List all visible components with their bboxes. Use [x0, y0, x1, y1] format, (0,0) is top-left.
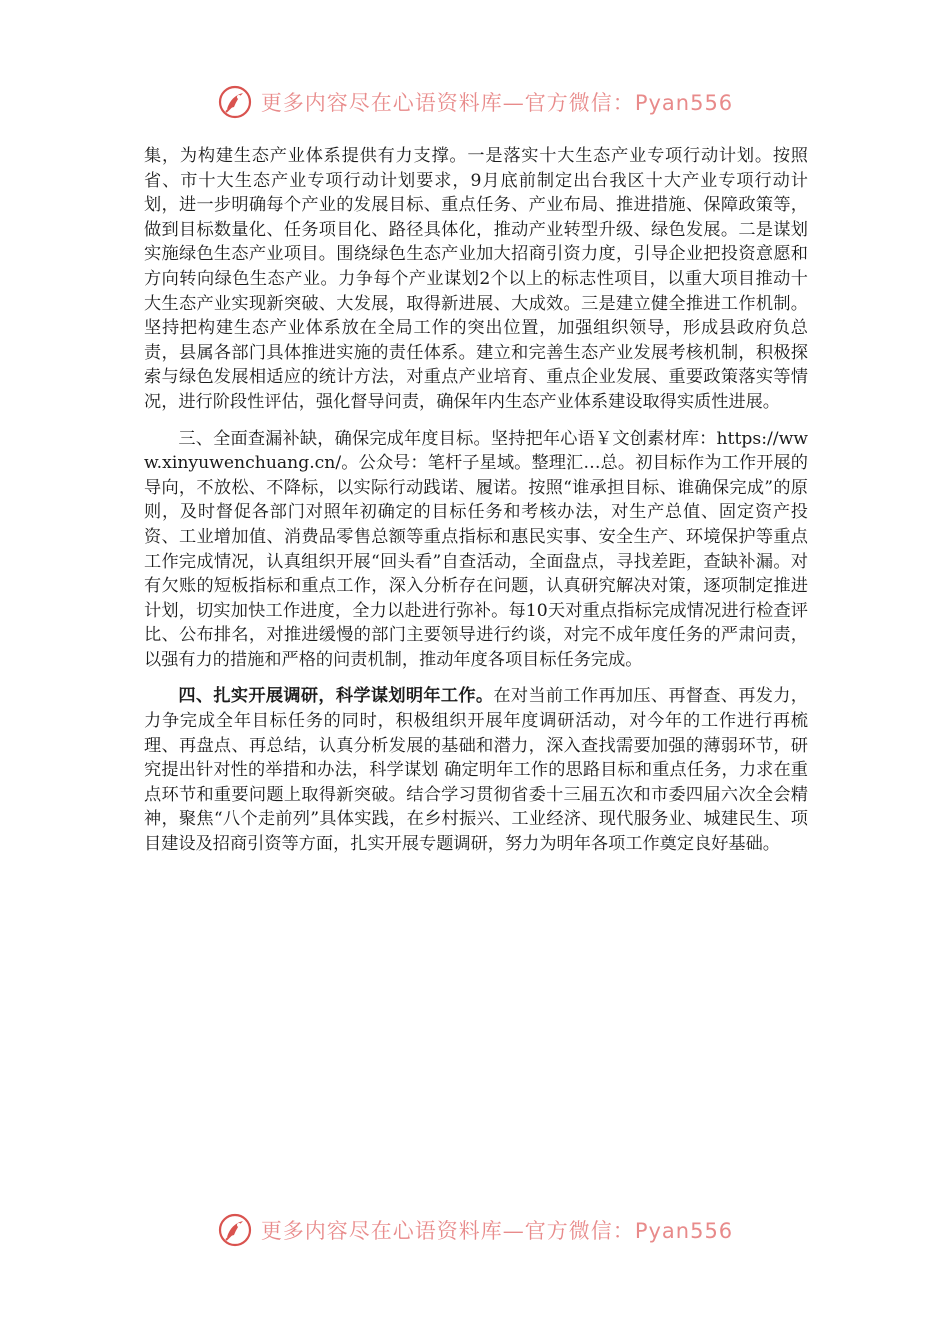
- watermark-label: 更多内容尽在心语资料库—官方微信：: [260, 91, 635, 115]
- paragraph-3-heading: 四、扎实开展调研，科学谋划明年工作。: [178, 686, 494, 707]
- paragraph-3-text: 在对当前工作再加压、再督查、再发力，力争完成全年目标任务的同时，积极组织开展年度调研活动，对今年的工作进行再梳理、再盘点、再总结，认真分析发展的基础和潜力，深入查找需要加强的薄弱环节，研究提出针对性的举措和办法，科学谋划 确定明年工作的思路目标和重点任务，力求在重点环节和重要问题上取得新突破。结合学习贯彻省委十三届五次和市委四届六次全会精神，聚焦“八个走前列”具体实践，在乡村振兴、工业经济、现代服务业、城建民生、项目建设及招商引资等方面，扎实开展专题调研，努力为明年各项工作奠定良好基础。: [144, 686, 808, 855]
- paragraph-1: [144, 144, 808, 415]
- document-body: [144, 144, 808, 869]
- watermark-label: 更多内容尽在心语资料库—官方微信：: [260, 1219, 635, 1243]
- paragraph-3: [144, 684, 808, 856]
- watermark-footer: [0, 1210, 950, 1250]
- watermark-text: [261, 1215, 733, 1245]
- pen-logo-icon: [217, 1212, 253, 1248]
- watermark-header: [0, 82, 950, 122]
- paragraph-2: [144, 427, 808, 673]
- paragraph-1-text: 集，为构建生态产业体系提供有力支撑。一是落实十大生态产业专项行动计划。按照省、市十大生态产业专项行动计划要求，9月底前制定出台我区十大产业专项行动计划，进一步明确每个产业的发展目标、重点任务、产业布局、推进措施、保障政策等，做到目标数量化、任务项目化、路径具体化，推动产业转型升级、绿色发展。二是谋划实施绿色生态产业项目。围绕绿色生态产业加大招商引资力度，引导企业把投资意愿和方向转向绿色生态产业。力争每个产业谋划2个以上的标志性项目，以重大项目推动十大生态产业实现新突破、大发展，取得新进展、大成效。三是建立健全推进工作机制。坚持把构建生态产业体系放在全局工作的突出位置，加强组织领导，形成县政府负总责，县属各部门具体推进实施的责任体系。建立和完善生态产业发展考核机制，积极探索与绿色发展相适应的统计方法，对重点产业培育、重点企业发展、重要政策落实等情况，进行阶段性评估，强化督导问责，确保年内生态产业体系建设取得实质性进展。: [144, 146, 808, 412]
- pen-logo-icon: [217, 84, 253, 120]
- watermark-text: [261, 87, 733, 117]
- watermark-code: Pyan556: [634, 1219, 734, 1243]
- paragraph-2-text: 三、全面查漏补缺，确保完成年度目标。坚持把年心语￥文创素材库：https://www.xinyuwenchuang.cn/。公众号：笔杆子星域。整理汇…总。初目标作为工作开展的导向，不放松、不降标，以实际行动践诺、履诺。按照“谁承担目标、谁确保完成”的原则，及时督促各部门对照年初确定的目标任务和考核办法，对生产总值、固定资产投资、工业增加值、消费品零售总额等重点指标和惠民实事、安全生产、环境保护等重点工作完成情况，认真组织开展“回头看”自查活动，全面盘点，寻找差距，查缺补漏。对有欠账的短板指标和重点工作，深入分析存在问题，认真研究解决对策，逐项制定推进计划，切实加快工作进度，全力以赴进行弥补。每10天对重点指标完成情况进行检查评比、公布排名，对推进缓慢的部门主要领导进行约谈，对完不成年度任务的严肃问责，以强有力的措施和严格的问责机制，推动年度各项目标任务完成。: [144, 428, 808, 670]
- watermark-code: Pyan556: [634, 91, 734, 115]
